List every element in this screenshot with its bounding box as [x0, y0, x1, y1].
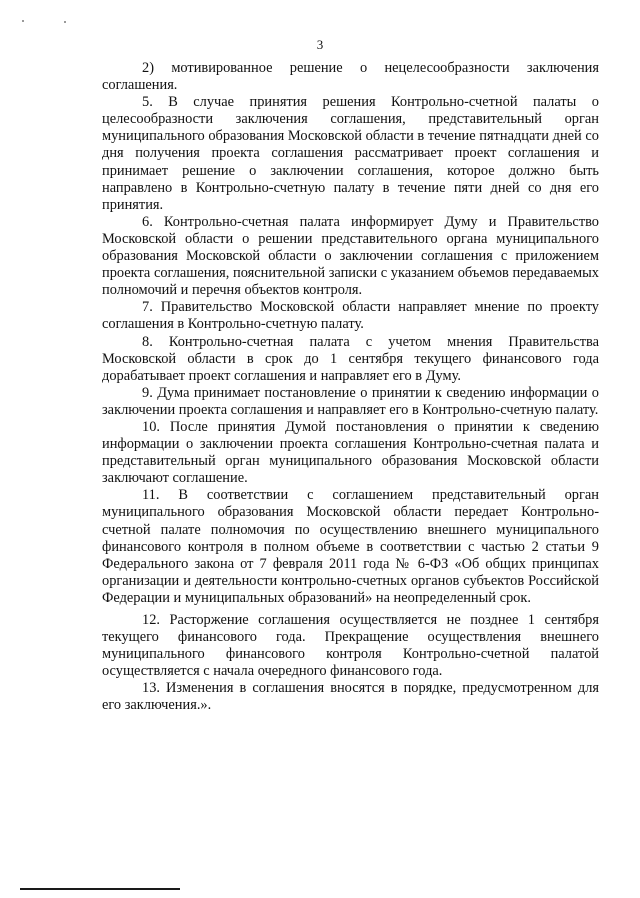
scan-artifact-dot	[22, 20, 24, 22]
paragraph-item-7: 7. Правительство Московской области направляет мнение по проекту соглашения в Контрольно-счетную палату.	[102, 299, 599, 333]
paragraph-item-9: 9. Дума принимает постановление о принятии к сведению информации о заключении проекта соглашения и направляет его в Контрольно-счетную палату.	[102, 384, 599, 418]
paragraph-item-10: 10. После принятия Думой постановления о принятии к сведению информации о заключении проекта соглашения Контрольно-счетная палата и представительный орган муниципального образования Московской области заключают соглашение.	[102, 418, 599, 487]
paragraph-item-2: 2) мотивированное решение о нецелесообразности заключения соглашения.	[102, 60, 599, 94]
paragraph-item-8: 8. Контрольно-счетная палата с учетом мнения Правительства Московской области в срок до 1 сентября текущего финансового года дорабатывает проект соглашения и направляет его в Думу.	[102, 333, 599, 384]
paragraph-item-13: 13. Изменения в соглашения вносятся в порядке, предусмотренном для его заключения.».	[102, 680, 599, 714]
document-body	[102, 60, 599, 715]
footer-rule	[20, 888, 180, 890]
scan-artifact-dot	[64, 21, 66, 23]
paragraph-item-12: 12. Расторжение соглашения осуществляется не позднее 1 сентября текущего финансового года. Прекращение осуществления внешнего муниципального финансового контроля Контрольно-счетной палатой осуществляется с начала очередного финансового года.	[102, 612, 599, 680]
page-number: 3	[316, 37, 324, 52]
paragraph-item-6: 6. Контрольно-счетная палата информирует Думу и Правительство Московской области о решении представительного органа муниципального образования Московской области о заключении соглашения с приложением проекта соглашения, пояснительной записки с указанием объемов передаваемых полномочий и перечня объектов контроля.	[102, 213, 599, 299]
paragraph-item-11: 11. В соответствии с соглашением представительный орган муниципального образования Московской области передает Контрольно-счетной палате полномочия по осуществлению внешнего муниципального финансового контроля в полном объеме в соответствии с частью 2 статьи 9 Федерального закона от 7 февраля 2011 года № 6-ФЗ «Об общих принципах организации и деятельности контрольно-счетных органов субъектов Российской Федерации и муниципальных образований» на неопределенный срок.	[102, 487, 599, 606]
paragraph-item-5: 5. В случае принятия решения Контрольно-счетной палаты о целесообразности заключения соглашения, представительный орган муниципального образования Московской области в течение пятнадцати дней со дня получения проекта соглашения рассматривает проект соглашения и принимает решение о заключении соглашения, которое должно быть направлено в Контрольно-счетную палату в течение пяти дней со дня его принятия.	[102, 94, 599, 213]
